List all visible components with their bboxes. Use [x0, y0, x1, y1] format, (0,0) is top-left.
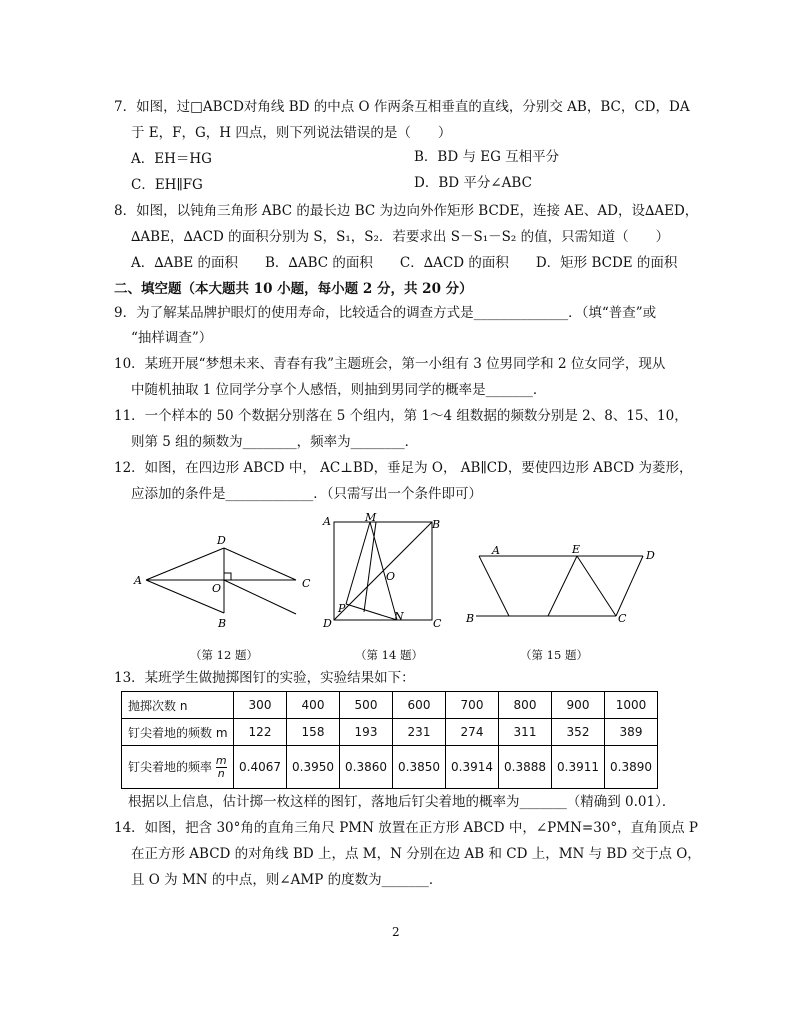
fraction-denominator: n — [217, 766, 225, 780]
table-cell: 0.3950 — [287, 746, 340, 789]
f12-label-d: D — [217, 534, 226, 547]
table-row — [122, 692, 658, 719]
f15-label-d: D — [646, 549, 655, 562]
f14-label-m: M — [365, 511, 377, 524]
f14-label-d: D — [323, 617, 332, 630]
figure-15 — [460, 540, 665, 630]
figure-12 — [128, 530, 311, 634]
table-cell: 274 — [446, 719, 499, 746]
q13-conclusion: 根据以上信息，估计掷一枚这样的图钉，落地后钉尖着地的概率为_______（精确到 0.01）． — [128, 794, 676, 810]
table-cell: 231 — [393, 719, 446, 746]
table-cell: 389 — [605, 719, 658, 746]
f12-extra-line — [224, 580, 296, 614]
q10-line1: 10．某班开展“梦想未来、青春有我”主题班会，第一小组有 3 位男同学和 2 位女同学，现从 — [114, 356, 666, 372]
f12-edge-dc — [224, 548, 296, 580]
q11-line1: 11．一个样本的 50 个数据分别落在 5 个组内，第 1～4 组数据的频数分别是 2、8、15、10， — [114, 408, 688, 424]
f12-label-a: A — [134, 574, 142, 587]
f15-label-a: A — [492, 544, 500, 557]
fraction-m-over-n — [216, 755, 227, 780]
q7-option-d: D．BD 平分∠ABC — [414, 175, 532, 191]
q11-line2: 则第 5 组的频数为________，频率为________． — [131, 434, 419, 450]
q12-line2: 应添加的条件是_____________．（只需写出一个条件即可） — [131, 486, 482, 502]
f14-label-c: C — [433, 617, 442, 630]
f14-label-a: A — [323, 515, 331, 528]
q7-line2: 于 E，F，G，H 四点，则下列说法错误的是（ ） — [131, 125, 452, 141]
row-label-m: 钉尖着地的频数 m — [122, 719, 234, 746]
row-label-frequency-text: 钉尖着地的频率 — [128, 759, 213, 774]
f15-edge-dc — [616, 556, 643, 616]
table-cell: 0.4067 — [234, 746, 287, 789]
q8-options: A．∆ABE 的面积 B．∆ABC 的面积 C．∆ACD 的面积 D．矩形 BCDE 的面积 — [131, 255, 678, 271]
row-label-frequency — [122, 746, 234, 789]
q7-option-b: B．BD 与 EG 互相平分 — [414, 149, 560, 165]
figure-14-caption: （第 14 题） — [355, 648, 423, 662]
table-cell: 300 — [234, 692, 287, 719]
page-number: 2 — [392, 925, 400, 939]
f15-segment-e-down — [548, 556, 577, 616]
f14-label-p: P — [338, 602, 346, 615]
table-row — [122, 719, 658, 746]
f15-label-c: C — [618, 612, 627, 625]
figure-15-caption: （第 15 题） — [520, 648, 588, 662]
q14-line2: 在正方形 ABCD 的对角线 BD 上，点 M，N 分别在边 AB 和 CD 上，MN 与 BD 交于点 O， — [131, 846, 701, 862]
q7-line1: 7．如图，过□ABCD对角线 BD 的中点 O 作两条互相垂直的直线，分别交 AB，BC，CD，DA — [114, 99, 690, 115]
f15-label-b: B — [466, 612, 475, 625]
table-cell: 158 — [287, 719, 340, 746]
table-cell: 0.3888 — [499, 746, 552, 789]
table-cell: 122 — [234, 719, 287, 746]
section-2-heading: 二、填空题（本大题共 10 小题，每小题 2 分，共 20 分） — [114, 281, 473, 297]
f12-label-o: O — [212, 582, 222, 595]
row-label-n: 抛掷次数 n — [122, 692, 234, 719]
q9-line2: “抽样调查”） — [131, 330, 213, 346]
table-cell: 0.3860 — [340, 746, 393, 789]
q8-line1: 8．如图，以钝角三角形 ABC 的最长边 BC 为边向外作矩形 BCDE，连接 AE、AD，设∆AED， — [114, 203, 699, 219]
table-cell: 193 — [340, 719, 393, 746]
fraction-numerator: m — [215, 753, 227, 767]
q10-line2: 中随机抽取 1 位同学分享个人感悟，则抽到男同学的概率是_______． — [131, 382, 547, 398]
table-cell: 0.3850 — [393, 746, 446, 789]
figure-14 — [320, 512, 450, 632]
table-cell: 0.3911 — [552, 746, 605, 789]
f15-segment-a-down — [479, 556, 509, 616]
q13-line1: 13．某班学生做抛掷图钉的实验，实验结果如下： — [114, 670, 415, 686]
table-cell: 800 — [499, 692, 552, 719]
f12-edge-ad — [146, 548, 224, 580]
f12-label-c: C — [302, 577, 311, 590]
q9-line1: 9．为了解某品牌护眼灯的使用寿命，比较适合的调查方式是______________．（填“普查”或 — [114, 305, 657, 321]
q13-results-table — [121, 691, 658, 789]
table-cell: 0.3914 — [446, 746, 499, 789]
f12-label-b: B — [218, 617, 227, 630]
table-cell: 600 — [393, 692, 446, 719]
f14-label-n: N — [394, 610, 404, 623]
q12-line1: 12．如图，在四边形 ABCD 中， AC⊥BD，垂足为 O， AB∥CD，要使四边形 ABCD 为菱形， — [114, 460, 693, 476]
table-row — [122, 746, 658, 789]
q7-option-a: A．EH＝HG — [131, 151, 212, 167]
table-cell: 311 — [499, 719, 552, 746]
q14-line3: 且 O 为 MN 的中点，则∠AMP 的度数为_______． — [131, 872, 443, 888]
f12-right-angle-mark — [224, 573, 231, 580]
figure-12-caption: （第 12 题） — [190, 648, 258, 662]
f14-label-o: O — [386, 570, 396, 583]
table-cell: 0.3890 — [605, 746, 658, 789]
f15-label-e: E — [572, 543, 581, 556]
table-cell: 700 — [446, 692, 499, 719]
table-cell: 500 — [340, 692, 393, 719]
f15-segment-ec — [577, 556, 616, 616]
table-cell: 1000 — [605, 692, 658, 719]
table-cell: 400 — [287, 692, 340, 719]
table-cell: 352 — [552, 719, 605, 746]
q14-line1: 14．如图，把含 30°角的直角三角尺 PMN 放置在正方形 ABCD 中，∠PMN=30°，直角顶点 P — [114, 820, 698, 836]
f14-segment-pn — [346, 604, 397, 620]
q8-line2: ∆ABE，∆ACD 的面积分别为 S，S₁，S₂．若要求出 S－S₁－S₂ 的值，只需知道（ ） — [131, 229, 670, 245]
table-cell: 900 — [552, 692, 605, 719]
f14-label-b: B — [432, 518, 441, 531]
q7-option-c: C．EH∥FG — [131, 177, 203, 193]
